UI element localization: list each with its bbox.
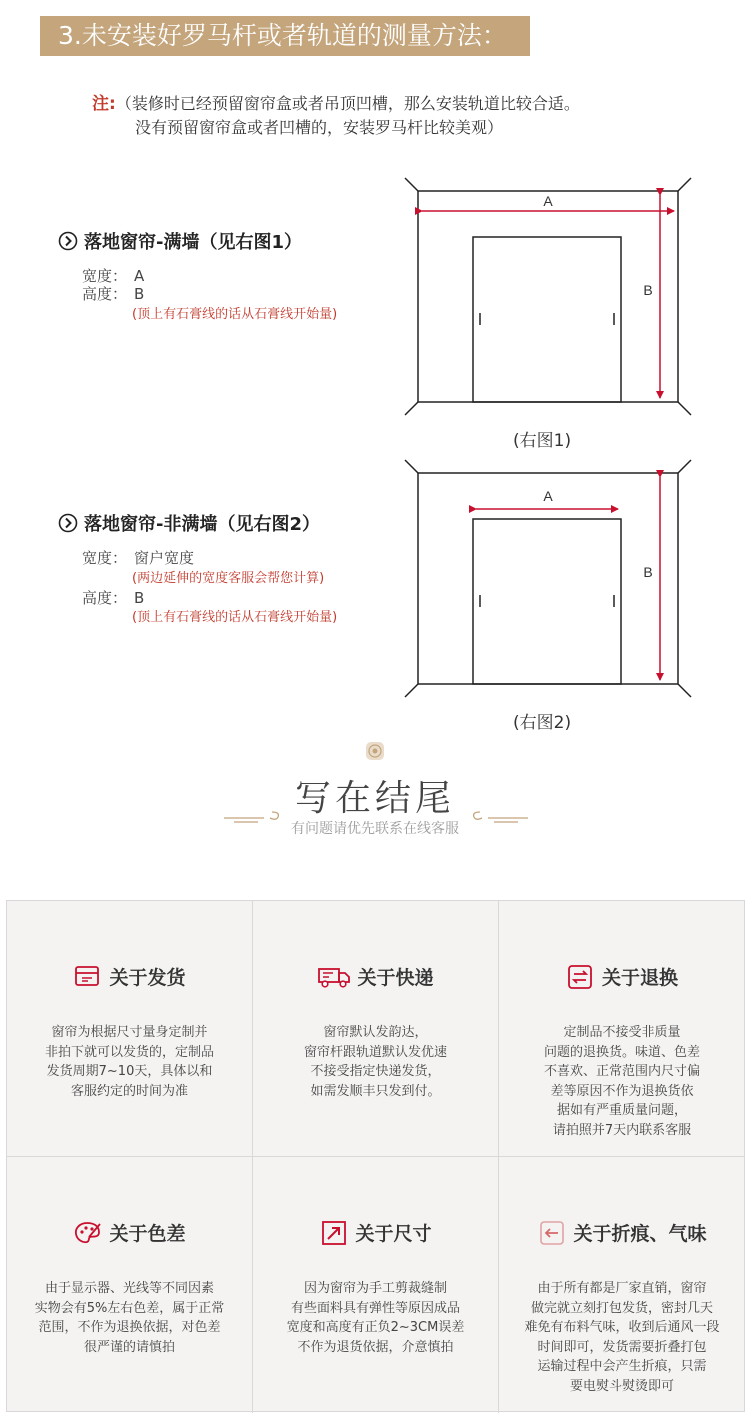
right-cloud-ornament-icon xyxy=(470,806,530,826)
diagram-label-b: B xyxy=(643,282,653,298)
note xyxy=(92,92,580,140)
closing-subtitle: 有问题请优先联系在线客服 xyxy=(291,821,459,837)
circle-arrow-icon xyxy=(58,231,78,251)
exchange-arrows-icon xyxy=(566,964,596,990)
card-header xyxy=(7,963,252,990)
width-row: 宽度： A xyxy=(82,267,145,285)
closing-title: 写在结尾 xyxy=(294,778,455,819)
section-title-full-wall xyxy=(58,228,302,254)
info-card-grid xyxy=(6,900,745,1412)
height-row: 高度： B xyxy=(82,285,145,303)
height-value: B xyxy=(134,285,145,303)
card-header xyxy=(253,963,498,990)
note-line-2: 没有预留窗帘盒或者凹槽的，安装罗马杆比较美观） xyxy=(135,118,504,137)
card-body: 因为窗帘为手工剪裁缝制 有些面料具有弹性等原因成品 宽度和高度有正负2~3CM误差 不作为退货依据，介意慎拍 xyxy=(286,1281,465,1355)
card-shipping xyxy=(7,901,253,1157)
card-header xyxy=(7,1219,252,1246)
width-row: 宽度： 窗户宽度 xyxy=(82,549,195,567)
card-title: 关于发货 xyxy=(109,967,186,989)
width-value: 窗户宽度 xyxy=(134,549,195,567)
card-title: 关于色差 xyxy=(109,1223,186,1245)
left-cloud-ornament-icon xyxy=(222,806,282,826)
card-body: 定制品不接受非质量 问题的退换货。味道、色差 不喜欢、正常范围内尺寸偏 差等原因不作为退换货依 据如有严重质量问题， 请拍照并7天内联系客服 xyxy=(543,1025,700,1138)
card-body: 窗帘为根据尺寸量身定制并 非拍下就可以发货的，定制品 发货周期7~10天，具体以和 客服约定的时间为准 xyxy=(44,1025,214,1099)
card-size xyxy=(253,1157,499,1413)
card-body: 由于所有都是厂家直销，窗帘 做完就立刻打包发货，密封几天 难免有布料气味，收到后通风一段 时间即可，发货需要折叠打包 运输过程中会产生折痕，只需 要电熨斗熨烫即可 xyxy=(524,1281,720,1394)
return-arrow-icon xyxy=(537,1220,567,1246)
section-title-text: 落地窗帘-非满墙（见右图2） xyxy=(84,514,320,535)
page-title: 3.未安装好罗马杆或者轨道的测量方法： xyxy=(58,21,507,50)
section-title-partial-wall xyxy=(58,510,320,536)
height-value: B xyxy=(134,589,145,607)
diagram-label-a: A xyxy=(543,488,553,504)
resize-arrow-icon xyxy=(319,1220,349,1246)
diagram-label-a: A xyxy=(543,193,553,209)
diagram-caption: (右图1) xyxy=(513,431,572,451)
diagram-caption: (右图2) xyxy=(513,713,572,733)
width-note: (两边延伸的宽度客服会帮您计算) xyxy=(132,571,325,586)
diagram-label-b: B xyxy=(643,564,653,580)
height-row: 高度： B xyxy=(82,589,145,607)
card-header xyxy=(253,1219,498,1246)
card-header xyxy=(499,963,745,990)
courier-truck-icon xyxy=(317,964,351,990)
section-title-text: 落地窗帘-满墙（见右图1） xyxy=(84,232,302,253)
width-value: A xyxy=(134,267,145,285)
color-palette-icon xyxy=(73,1220,103,1246)
card-color-difference xyxy=(7,1157,253,1413)
card-title: 关于退换 xyxy=(601,967,678,989)
ornament-seal-icon xyxy=(364,740,386,762)
card-title: 关于折痕、气味 xyxy=(573,1223,707,1245)
card-courier xyxy=(253,901,499,1157)
diagram-partial-wall xyxy=(400,457,695,702)
note-label: 注: xyxy=(92,94,116,114)
delivery-truck-box-icon xyxy=(73,964,103,990)
card-header xyxy=(499,1219,745,1246)
card-title: 关于快递 xyxy=(357,967,434,989)
card-body: 由于显示器、光线等不同因素 实物会有5%左右色差，属于正常 范围，不作为退换依据，对色差 很严谨的请慎拍 xyxy=(34,1281,225,1355)
card-body: 窗帘默认发韵达， 窗帘杆跟轨道默认发优速 不接受指定快递发货， 如需发顺丰只发到付。 xyxy=(303,1025,447,1099)
circle-arrow-icon xyxy=(58,513,78,533)
note-line-1: （装修时已经预留窗帘盒或者吊顶凹槽，那么安装轨道比较合适。 xyxy=(115,94,580,113)
card-returns xyxy=(499,901,745,1157)
height-note: (顶上有石膏线的话从石膏线开始量) xyxy=(132,610,338,625)
card-title: 关于尺寸 xyxy=(355,1223,432,1245)
height-note: (顶上有石膏线的话从石膏线开始量) xyxy=(132,307,338,322)
diagram-full-wall xyxy=(400,175,695,420)
card-creases-odor xyxy=(499,1157,745,1413)
